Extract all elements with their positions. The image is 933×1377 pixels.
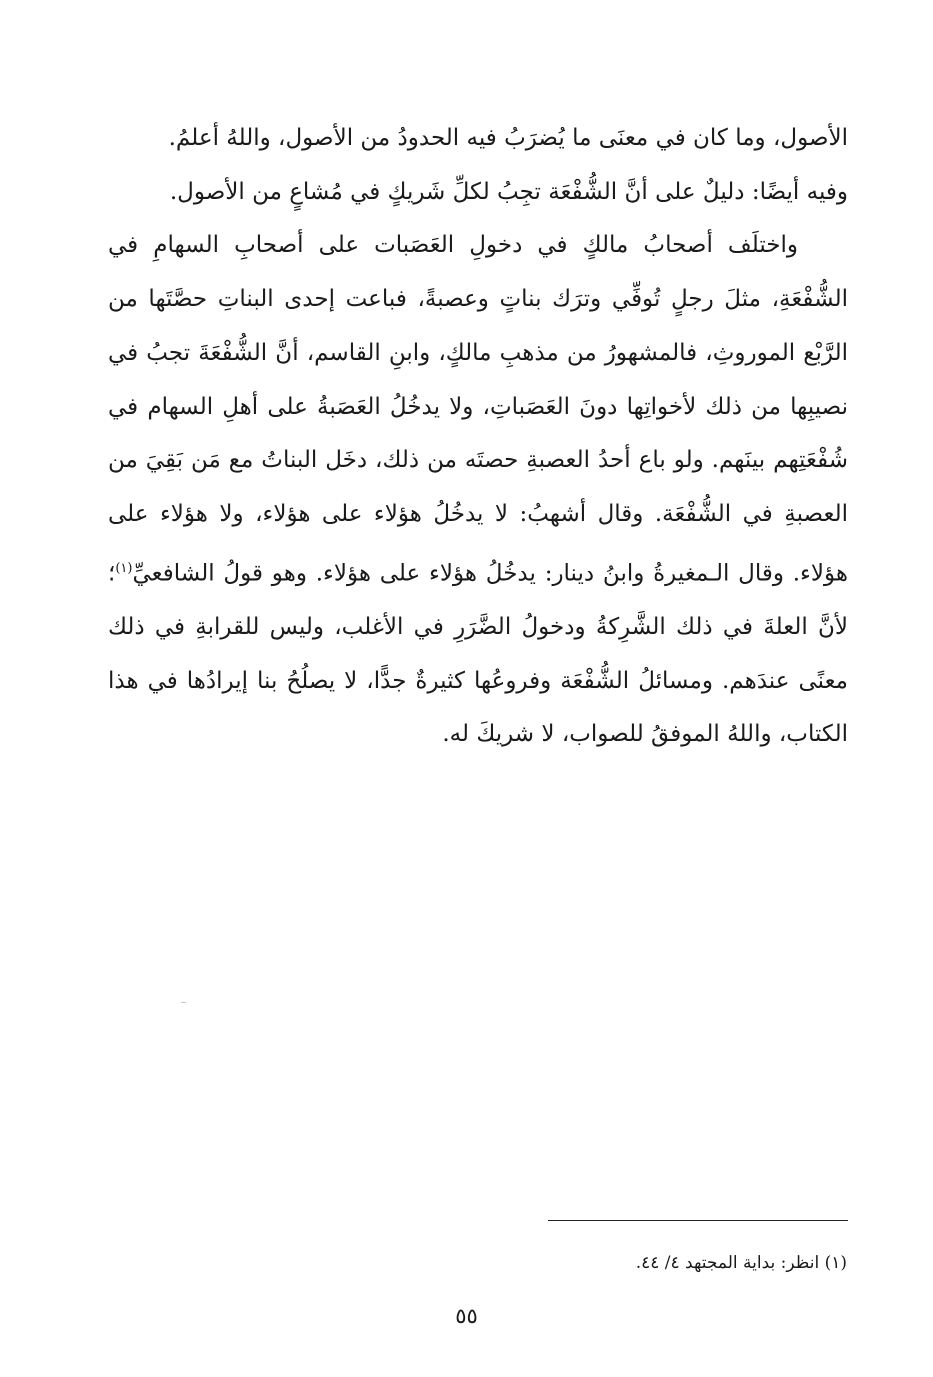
paragraph-2-continuation: ؛ لأنَّ العلةَ في ذلك الشَّرِكةُ ودخولُ الضَّرَرِ في الأغلب، وليس للقرابةِ في ذلك معنًى عندَهم. ومسائلُ الشُّفْعَة وفروعُها كثيرةٌ جدًّا، لا يصلُحُ بنا إيرادُها في هذا الكتاب، واللهُ الموفقُ للصواب، لا شريكَ له. <box>108 560 848 748</box>
main-text <box>108 112 848 762</box>
scan-speck <box>181 1002 186 1003</box>
footnote: (١) انظر: بداية المجتهد ٤/ ٤٤. <box>635 1253 847 1273</box>
page-number: ٥٥ <box>455 1304 478 1328</box>
paragraph-2-text: واختلَف أصحابُ مالكٍ في دخولِ العَصَبات على أصحابِ السهامِ في الشُّفْعَةِ، مثلَ رجلٍ تُوفِّي وترَك بناتٍ وعصبةً، فباعت إحدى البناتِ حصَّتَها من الرَّبْع الموروثِ، فالمشهورُ من مذهبِ مالكٍ، وابنِ القاسم، أنَّ الشُّفْعَةَ تجبُ في نصيبِها من ذلك لأخواتِها دونَ العَصَباتِ، ولا يدخُلُ العَصَبةُ على أهلِ السهام في شُفْعَتِهم بينَهم. ولو باع أحدُ العصبةِ حصتَه من ذلك، دخَل البناتُ مع مَن بَقِيَ من العصبةِ في الشُّفْعَة. وقال أشهبُ: لا يدخُلُ هؤلاء على هؤلاء، ولا هؤلاء على هؤلاء. وقال الـمغيرةُ وابنُ دينار: يدخُلُ هؤلاء على هؤلاء. وهو قولُ الشافعيِّ <box>108 232 848 587</box>
paragraph-1-line-2: وفيه أيضًا: دليلٌ على أنَّ الشُّفْعَة تجِبُ لكلِّ شَريكٍ في مُشاعٍ من الأصول. <box>169 178 848 205</box>
paragraph-2 <box>108 219 848 762</box>
footnote-separator <box>548 1220 848 1221</box>
footnote-reference: (١) <box>115 560 133 576</box>
paragraph-1-line-1: الأصول، وما كان في معنَى ما يُضرَبُ فيه الحدودُ من الأصول، واللهُ أعلمُ. <box>168 125 848 151</box>
